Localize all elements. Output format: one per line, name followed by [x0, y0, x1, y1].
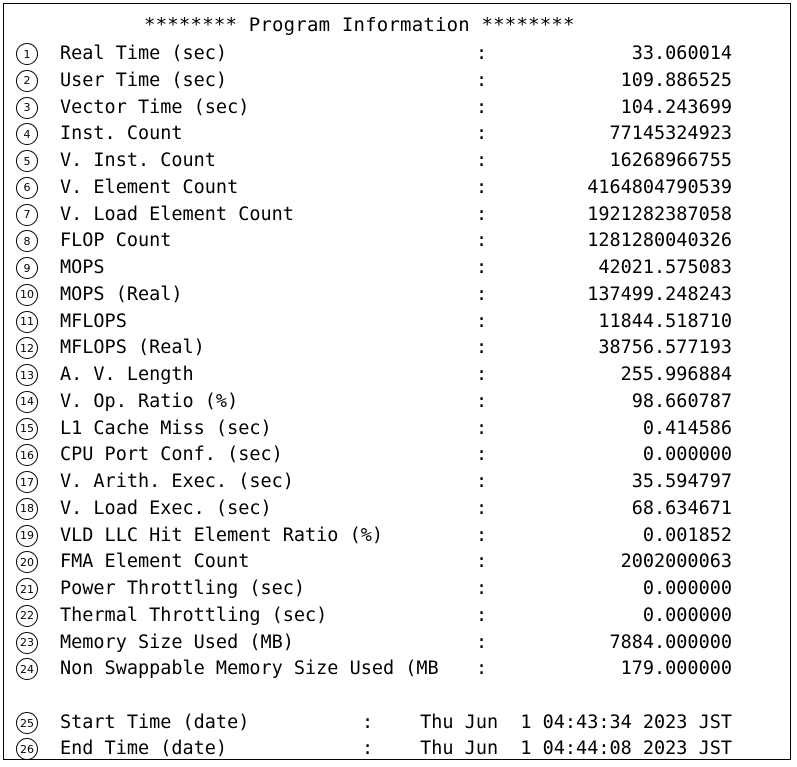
separator-colon: :	[476, 631, 488, 653]
list-item	[4, 335, 792, 362]
metric-value: 42021.575083	[598, 257, 732, 278]
separator-colon: :	[362, 712, 374, 733]
metric-label: FLOP Count	[60, 230, 172, 252]
item-number-badge: 21	[16, 578, 38, 600]
separator-colon: :	[476, 337, 488, 359]
metric-label: MFLOPS (Real)	[60, 337, 205, 359]
separator-colon: :	[476, 551, 488, 573]
metric-label: Inst. Count	[60, 123, 183, 145]
list-item	[4, 496, 792, 523]
list-item	[4, 148, 792, 175]
list-item	[4, 710, 792, 737]
item-number-badge: 25	[16, 712, 38, 734]
separator-colon: :	[476, 310, 488, 332]
separator-colon: :	[476, 283, 488, 305]
metric-label: Memory Size Used (MB)	[60, 631, 294, 653]
item-number-badge: 24	[16, 658, 38, 680]
item-number-badge: 6	[16, 177, 38, 199]
metric-label: V. Arith. Exec. (sec)	[60, 471, 294, 492]
metric-value: 16268966755	[609, 150, 732, 171]
time-value: Thu Jun 1 04:43:34 2023 JST	[420, 712, 732, 733]
list-item	[4, 121, 792, 148]
separator-colon: :	[476, 43, 488, 64]
metric-label: User Time (sec)	[60, 69, 228, 91]
metric-value: 38756.577193	[598, 337, 732, 359]
time-label: Start Time (date)	[60, 712, 250, 733]
time-value: Thu Jun 1 04:44:08 2023 JST	[420, 738, 732, 759]
list-item	[4, 656, 792, 683]
metric-label: L1 Cache Miss (sec)	[60, 417, 272, 439]
metric-label: V. Op. Ratio (%)	[60, 390, 239, 412]
list-item	[4, 603, 792, 630]
separator-colon: :	[476, 230, 488, 252]
list-item	[4, 41, 792, 68]
metric-value: 4164804790539	[587, 176, 732, 198]
separator-colon: :	[476, 604, 488, 626]
list-item	[4, 309, 792, 336]
list-item	[4, 282, 792, 309]
metric-value: 0.414586	[642, 417, 732, 439]
metric-value: 35.594797	[631, 471, 732, 492]
list-item	[4, 68, 792, 95]
list-item	[4, 389, 792, 416]
item-number-badge: 14	[16, 391, 38, 413]
item-number-badge: 18	[16, 498, 38, 520]
metric-value: 0.000000	[642, 604, 732, 626]
list-item	[4, 95, 792, 122]
separator-colon: :	[476, 203, 488, 225]
program-information-panel	[3, 3, 791, 760]
metric-label: MOPS (Real)	[60, 283, 183, 305]
item-number-badge: 7	[16, 204, 38, 226]
item-number-badge: 11	[16, 311, 38, 333]
page-title: ******** Program Information ********	[144, 14, 575, 36]
item-number-badge: 20	[16, 551, 38, 573]
metric-label: Real Time (sec)	[60, 43, 228, 64]
metric-value: 109.886525	[620, 69, 732, 91]
metric-label: V. Inst. Count	[60, 150, 216, 171]
item-number-badge: 17	[16, 471, 38, 493]
item-number-badge: 15	[16, 418, 38, 440]
metric-label: CPU Port Conf. (sec)	[60, 444, 283, 466]
list-item	[4, 736, 792, 763]
list-item	[4, 549, 792, 576]
item-number-badge: 5	[16, 150, 38, 172]
separator-colon: :	[476, 69, 488, 91]
item-number-badge: 13	[16, 364, 38, 386]
metric-label: Thermal Throttling (sec)	[60, 604, 328, 626]
item-number-badge: 8	[16, 230, 38, 252]
list-item	[4, 175, 792, 202]
metric-label: MFLOPS	[60, 310, 127, 332]
list-item	[4, 442, 792, 469]
separator-colon: :	[476, 390, 488, 412]
metric-value: 255.996884	[620, 364, 732, 385]
item-number-badge: 3	[16, 97, 38, 119]
separator-colon: :	[476, 96, 488, 118]
item-number-badge: 1	[16, 43, 38, 65]
metric-value: 1921282387058	[587, 203, 732, 225]
metric-value: 2002000063	[620, 551, 732, 573]
metric-label: Non Swappable Memory Size Used (MB	[60, 658, 439, 680]
time-label: End Time (date)	[60, 738, 228, 759]
item-number-badge: 26	[16, 738, 38, 760]
separator-colon: :	[476, 578, 488, 599]
list-item	[4, 202, 792, 229]
list-item	[4, 228, 792, 255]
separator-colon: :	[476, 471, 488, 492]
separator-colon: :	[476, 444, 488, 466]
separator-colon: :	[476, 497, 488, 519]
separator-colon: :	[476, 524, 488, 546]
item-number-badge: 2	[16, 70, 38, 92]
metric-value: 0.001852	[642, 524, 732, 546]
metric-value: 11844.518710	[598, 310, 732, 332]
item-number-badge: 9	[16, 257, 38, 279]
metric-value: 98.660787	[631, 390, 732, 412]
metric-label: V. Element Count	[60, 176, 239, 198]
metric-label: MOPS	[60, 257, 105, 278]
list-item	[4, 255, 792, 282]
list-item	[4, 630, 792, 657]
metric-value: 137499.248243	[587, 283, 732, 305]
item-number-badge: 12	[16, 337, 38, 359]
metric-label: FMA Element Count	[60, 551, 250, 573]
separator-colon: :	[476, 176, 488, 198]
item-number-badge: 23	[16, 632, 38, 654]
metric-value: 0.000000	[642, 444, 732, 466]
metric-label: Vector Time (sec)	[60, 96, 250, 118]
list-item	[4, 469, 792, 496]
item-number-badge: 4	[16, 123, 38, 145]
metric-value: 179.000000	[620, 658, 732, 680]
list-item	[4, 416, 792, 443]
list-item	[4, 362, 792, 389]
metric-value: 68.634671	[631, 497, 732, 519]
metric-label: V. Load Exec. (sec)	[60, 497, 272, 519]
metric-value: 33.060014	[631, 43, 732, 64]
metric-value: 1281280040326	[587, 230, 732, 252]
item-number-badge: 16	[16, 444, 38, 466]
metric-label: V. Load Element Count	[60, 203, 294, 225]
item-number-badge: 10	[16, 284, 38, 306]
separator-colon: :	[476, 257, 488, 278]
separator-colon: :	[476, 123, 488, 145]
separator-colon: :	[476, 150, 488, 171]
metric-label: VLD LLC Hit Element Ratio (%)	[60, 524, 384, 546]
metric-label: A. V. Length	[60, 364, 194, 385]
list-item	[4, 576, 792, 603]
item-number-badge: 22	[16, 605, 38, 627]
separator-colon: :	[476, 658, 488, 680]
separator-colon: :	[362, 738, 374, 759]
metric-label: Power Throttling (sec)	[60, 578, 306, 599]
list-item	[4, 523, 792, 550]
metric-value: 0.000000	[642, 578, 732, 599]
item-number-badge: 19	[16, 525, 38, 547]
separator-colon: :	[476, 417, 488, 439]
metric-value: 7884.000000	[609, 631, 732, 653]
metric-value: 77145324923	[609, 123, 732, 145]
metric-value: 104.243699	[620, 96, 732, 118]
separator-colon: :	[476, 364, 488, 385]
